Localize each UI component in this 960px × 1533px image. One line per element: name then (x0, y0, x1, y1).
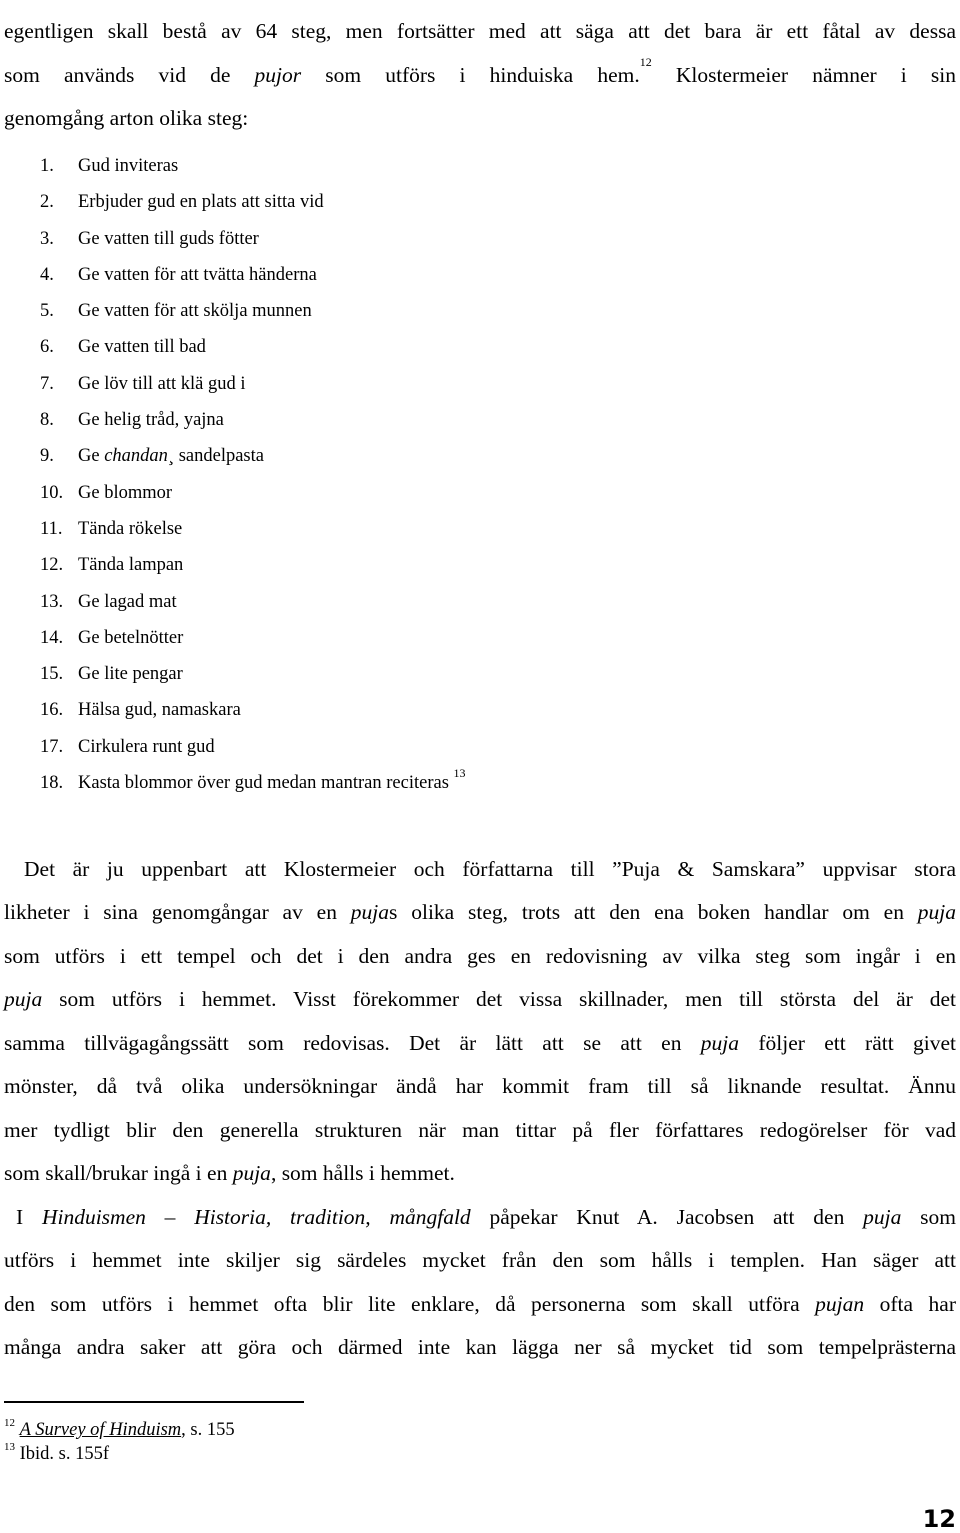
intro-line-1: egentligen skall bestå av 64 steg, men fortsätter med att säga att det bara är ett fåtal av dessa (4, 19, 956, 43)
para1-line-3: som utförs i ett tempel och det i den andra ges en redovisning av vilka steg som ingår i en (4, 943, 956, 968)
list-item: 17. Cirkulera runt gud (40, 736, 215, 757)
footnotes (4, 1418, 235, 1466)
list-item: 16. Hälsa gud, namaskara (40, 700, 241, 721)
para1-line-8: som skall/brukar ingå i en puja, som hålls i hemmet. (4, 1161, 455, 1185)
para2-line-1: I Hinduismen – Historia, tradition, mångfald påpekar Knut A. Jacobsen att den puja som (16, 1205, 956, 1229)
footnote-13: $^{13}$ Ibid. s. 155f (4, 1441, 110, 1464)
list-item: 15. Ge lite pengar (40, 664, 183, 685)
list-item: 13. Ge lagad mat (40, 591, 177, 612)
para2-line-2: utförs i hemmet inte skiljer sig särdeles mycket från den som hålls i templen. Han säger att (4, 1248, 956, 1272)
para1-line-7: mer tydligt blir den generella strukturen när man tittar på fler författares redogörelser för vad (4, 1117, 956, 1142)
puja-steps-list (40, 148, 466, 801)
intro-line-2: som används vid de pujor som utförs i hinduiska hem.$^{12}$ Klostermeier nämner i sin (4, 54, 956, 87)
intro-paragraph (4, 10, 956, 141)
intro-line-3: genomgång arton olika steg: (4, 106, 249, 130)
para1-line-6: mönster, då två olika undersökningar ändå har kommit fram till så liknande resultat. Ännu (4, 1074, 956, 1098)
footnote-ref-13: 13 (453, 766, 466, 781)
list-item: 6. Ge vatten till bad (40, 337, 206, 358)
list-item: 7. Ge löv till att klä gud i (40, 373, 246, 394)
list-item: 8. Ge helig tråd, yajna (40, 410, 224, 431)
list-item: 4. Ge vatten för att tvätta händerna (40, 264, 317, 285)
list-item: 9. Ge chandan¸ sandelpasta (40, 446, 264, 467)
list-item: 2. Erbjuder gud en plats att sitta vid (40, 192, 324, 213)
footnote-ref-12: 12 (639, 54, 652, 69)
list-item: 3. Ge vatten till guds fötter (40, 228, 259, 249)
list-item: 1. Gud inviteras (40, 156, 179, 176)
list-item: 14. Ge betelnötter (40, 627, 184, 648)
para2-line-3: den som utförs i hemmet ofta blir lite enklare, då personerna som skall utföra pujan ofta har (4, 1291, 956, 1316)
body-paragraph-2-cont (4, 1239, 956, 1370)
list-item: 10. Ge blommor (40, 482, 173, 503)
body-paragraph-1-cont (4, 891, 956, 1196)
list-item: 5. Ge vatten för att skölja munnen (40, 301, 312, 322)
footnote-separator (4, 1401, 304, 1403)
list-item: 12. Tända lampan (40, 555, 184, 576)
footnote-title-link: A Survey of Hinduism (19, 1420, 182, 1440)
list-item: 11. Tända rökelse (40, 518, 183, 539)
para1-line-1: Det är ju uppenbart att Klostermeier och författarna till ”Puja & Samskara” uppvisar stora (24, 857, 956, 881)
body-paragraph-2 (16, 1196, 956, 1240)
footnote-12: $^{12}$ A Survey of Hinduism, s. 155 (4, 1417, 235, 1440)
para2-line-4: många andra saker att göra och därmed inte kan lägga ner så mycket tid som tempelprästerna (4, 1335, 956, 1359)
page-number: 12 (922, 1505, 956, 1533)
list-item: 18. Kasta blommor över gud medan mantran reciteras $^{13}$ (40, 766, 466, 794)
body-paragraph-1 (24, 848, 956, 892)
para1-line-2: likheter i sina genomgångar av en pujas olika steg, trots att den ena boken handlar om en puja (4, 900, 957, 924)
para1-line-4: puja som utförs i hemmet. Visst förekommer det vissa skillnader, men till största del är det (4, 987, 956, 1011)
para1-line-5: samma tillvägagångssätt som redovisas. Det är lätt att se att en puja följer ett rätt givet (4, 1030, 957, 1055)
